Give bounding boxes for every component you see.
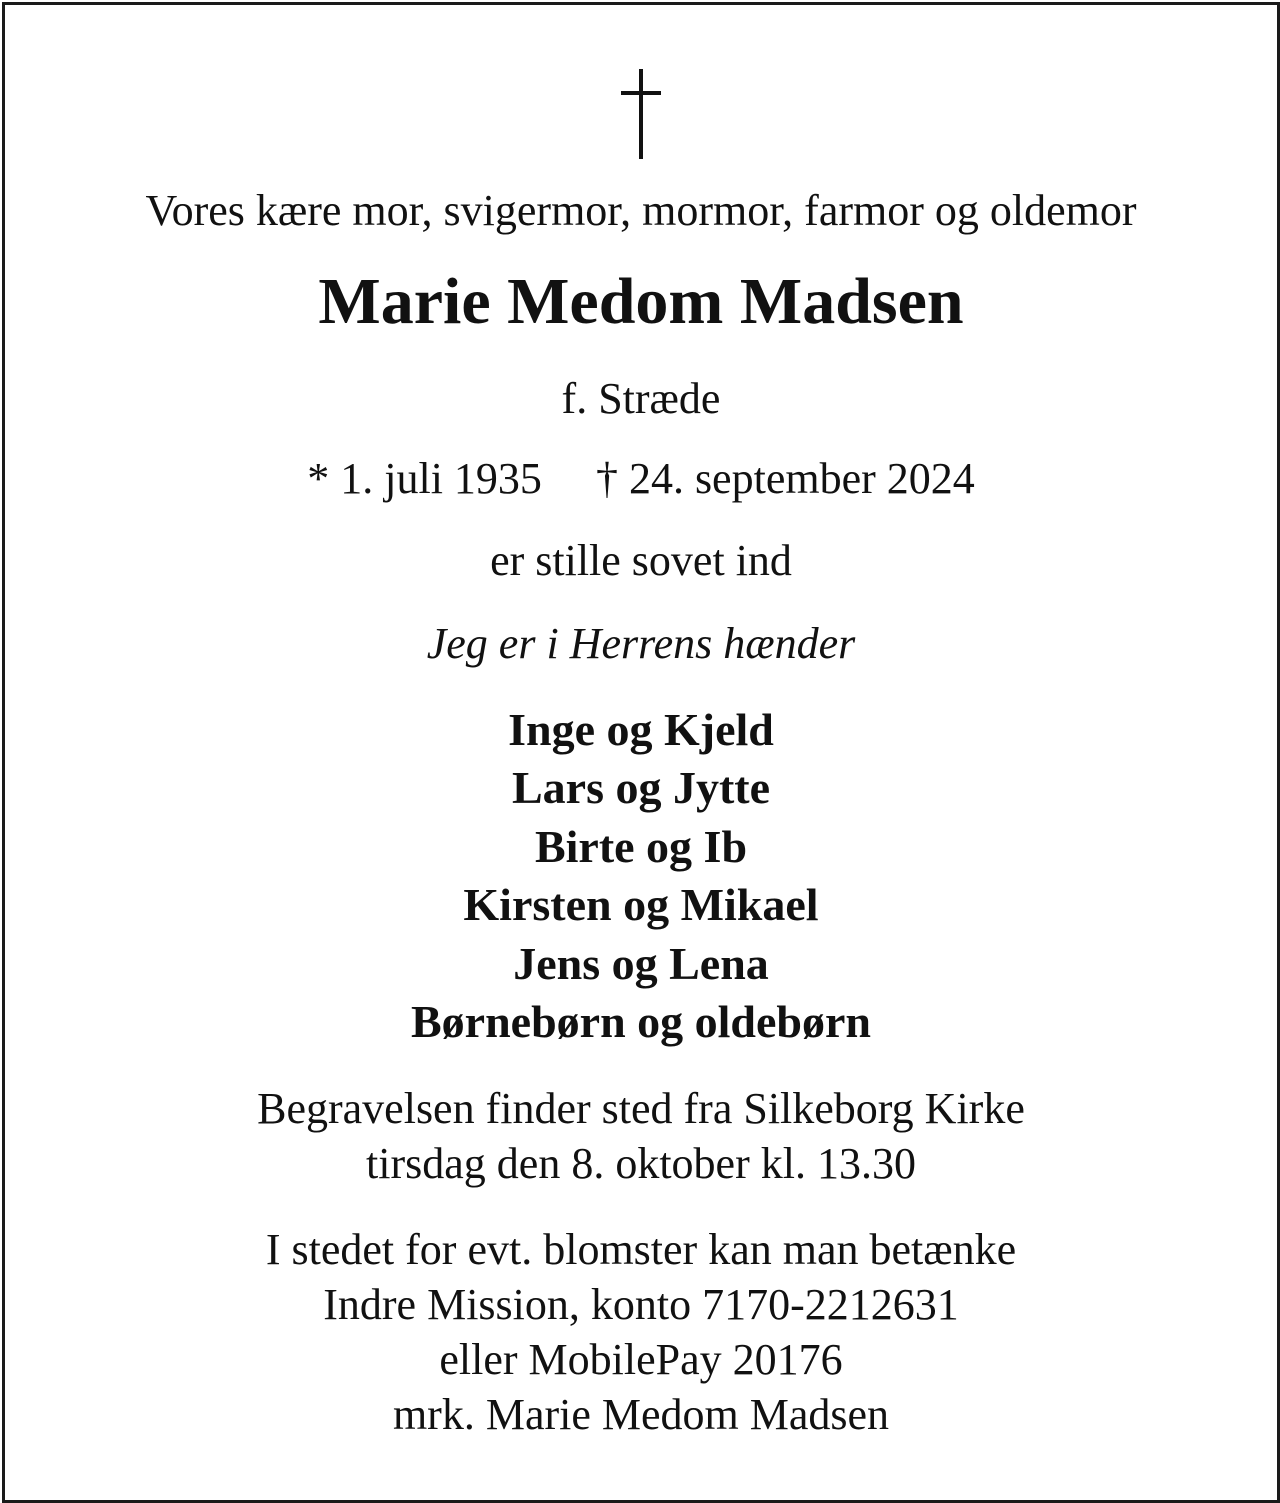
donation-info xyxy=(5,1222,1277,1442)
funeral-info xyxy=(5,1081,1277,1191)
donation-line: Indre Mission, konto 7170-2212631 xyxy=(323,1280,959,1329)
maiden-name: f. Stræde xyxy=(561,374,721,423)
family-member: Børnebørn og oldebørn xyxy=(410,996,872,1048)
donation-line: I stedet for evt. blomster kan man betænke xyxy=(265,1225,1017,1274)
family-member: Kirsten og Mikael xyxy=(463,879,819,931)
funeral-line: Begravelsen finder sted fra Silkeborg Kirke xyxy=(257,1084,1025,1133)
funeral-line: tirsdag den 8. oktober kl. 13.30 xyxy=(366,1139,916,1188)
family-member: Birte og Ib xyxy=(534,820,748,872)
cross-icon xyxy=(621,69,661,159)
intro-text: Vores kære mor, svigermor, mormor, farmor og oldemor xyxy=(145,186,1137,235)
donation-line: eller MobilePay 20176 xyxy=(439,1335,843,1384)
family-list xyxy=(5,701,1277,1051)
passed-text: er stille sovet ind xyxy=(490,536,792,585)
family-member: Lars og Jytte xyxy=(511,762,771,814)
donation-line: mrk. Marie Medom Madsen xyxy=(392,1390,890,1439)
life-dates xyxy=(5,454,1277,503)
deceased-name: Marie Medom Madsen xyxy=(318,265,964,338)
family-member: Inge og Kjeld xyxy=(508,704,774,755)
verse-text: Jeg er i Herrens hænder xyxy=(426,619,856,668)
death-date: † 24. september 2024 xyxy=(595,454,975,503)
obituary-notice xyxy=(2,2,1280,1503)
family-member: Jens og Lena xyxy=(513,937,769,989)
birth-date: * 1. juli 1935 xyxy=(307,454,542,503)
